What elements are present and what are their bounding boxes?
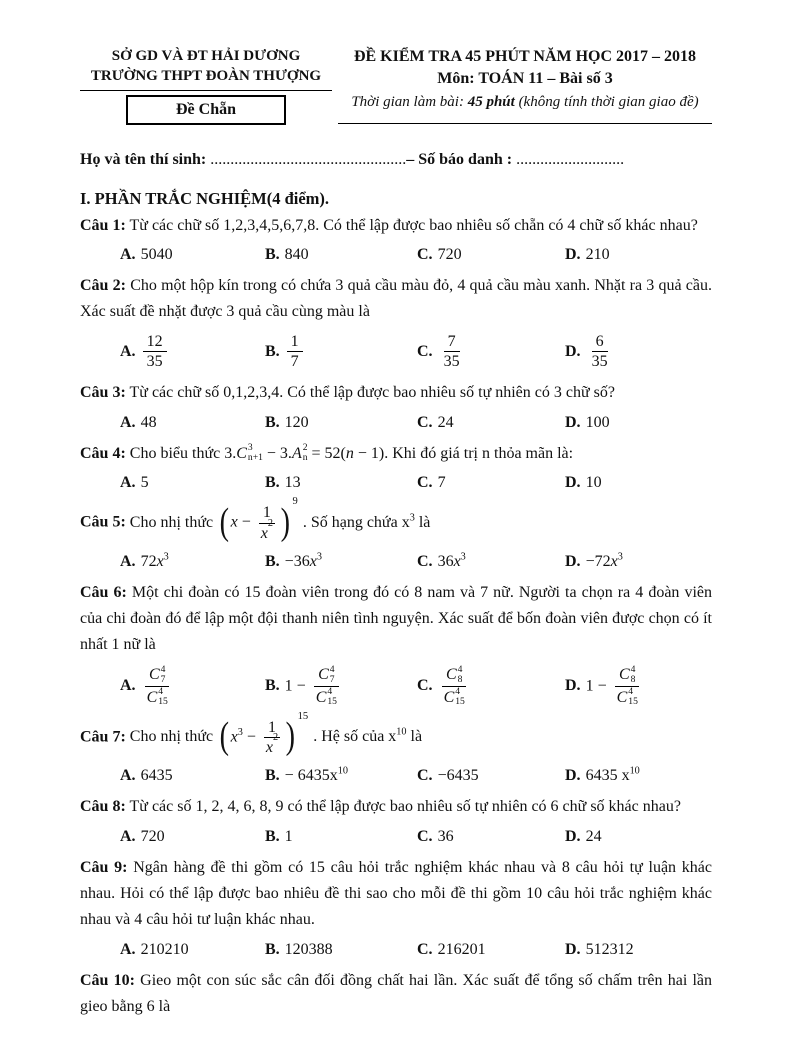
exam-header (80, 46, 712, 125)
fraction-denominator: 35 (146, 353, 163, 371)
math-fraction (588, 332, 612, 371)
combination-scripts (158, 687, 168, 708)
section-title: I. PHẦN TRẮC NGHIỆM(4 điểm). (80, 188, 330, 208)
combination-symbol: C (445, 666, 457, 684)
math-fraction (613, 665, 642, 708)
math-combination (147, 687, 168, 708)
option-label: D. (565, 940, 581, 958)
option-D (565, 663, 712, 710)
combination-superscript: 4 (455, 685, 461, 697)
candidate-name-dots: ................................................. (210, 150, 407, 168)
math-variable: x (230, 728, 238, 746)
math-variable: n (345, 444, 354, 462)
question (80, 794, 712, 849)
math-variable: x (156, 552, 164, 570)
math-combination (292, 441, 308, 467)
option-label: C. (417, 552, 433, 570)
combination-symbol: A (291, 444, 302, 462)
fraction-numerator (615, 665, 639, 687)
combination-symbol: C (318, 666, 329, 684)
fraction-numerator: 12 (143, 332, 167, 352)
question-number: Câu 6: (80, 583, 127, 601)
combination-superscript: 2 (302, 441, 308, 453)
option-value: 7 (437, 474, 446, 492)
option-label: D. (565, 767, 581, 785)
duration-label: Thời gian làm bài: (351, 93, 464, 110)
option-B (265, 411, 417, 435)
question-text: Ngân hàng đề thi gồm có 15 câu hỏi trắc nghiệm khác nhau và 8 câu hỏi tự luận khác nhau. Hỏi có thể lập được bao nhiêu đề thi sao cho mỗi đề thi gồm 10 câu hỏi trắc nghiệm khác nhau và 4 câu hỏi tư luận khác nhau. (80, 858, 712, 928)
option-value: 840 (284, 246, 309, 264)
option-label: C. (417, 246, 433, 264)
duration-note: (không tính thời gian giao đề) (518, 93, 699, 110)
option-B (265, 825, 417, 849)
fraction-numerator: 7 (444, 332, 460, 352)
option-B (265, 663, 417, 710)
combination-symbol: C (146, 688, 158, 706)
question-options (80, 764, 712, 788)
option-A (120, 938, 265, 962)
math-variable: x (260, 524, 268, 542)
combination-superscript: 4 (457, 663, 463, 675)
combination-scripts (631, 665, 636, 686)
math-parenthesized-expression (218, 496, 298, 544)
parenthesis-content: x − 1 x 2 (231, 501, 279, 544)
header-left-divider (80, 90, 332, 91)
option-C (417, 938, 565, 962)
option-label: D. (565, 677, 581, 695)
option-value: 1 − C 4 7 C 4 15 (285, 663, 343, 710)
option-value: $36x^3$ (437, 551, 466, 570)
math-superscript: 10 (629, 765, 640, 777)
question-number: Câu 5: (80, 513, 126, 531)
option-value: 720 (437, 246, 462, 264)
option-label: B. (265, 552, 280, 570)
option-value (438, 330, 466, 373)
math-combination (617, 687, 638, 708)
fraction-numerator: 1 (259, 503, 275, 523)
option-B (265, 938, 417, 962)
header-right-column (338, 46, 712, 124)
option-C (417, 471, 565, 495)
math-superscript: 3 (409, 512, 415, 524)
left-parenthesis-glyph: ( (219, 716, 230, 758)
option-C (417, 825, 565, 849)
math-combination (316, 687, 337, 708)
combination-subscript: 15 (628, 696, 638, 708)
question-text: Gieo một con súc sắc cân đối đồng chất hai lần. Xác suất để tổng số chấm trên hai lần gieo bằng 6 là (80, 971, 713, 1015)
duration-value: 45 phút (467, 93, 515, 110)
question-options (80, 825, 712, 849)
department-name: SỞ GD VÀ ĐT HẢI DƯƠNG (111, 48, 301, 64)
math-combination (619, 665, 635, 686)
option-label: A. (120, 677, 136, 695)
option-value (141, 663, 174, 710)
option-value: 10 (585, 474, 602, 492)
option-label: C. (417, 474, 433, 492)
combination-superscript: 4 (628, 685, 634, 697)
question-options (80, 938, 712, 962)
option-label: A. (120, 474, 136, 492)
question (80, 496, 712, 573)
question-number: Câu 9: (80, 858, 128, 876)
option-label: A. (120, 246, 136, 264)
option-label: D. (565, 342, 581, 360)
option-A (120, 243, 265, 267)
option-value: 36 (437, 827, 454, 845)
parenthesis-content: $x^3$ − 1 x 2 (231, 716, 285, 759)
question-text: Cho nhị thức ( x − 1 x 2 ) $^9$ . Số hạng chứa $x^3$ là (125, 496, 431, 544)
option-label: C. (417, 827, 433, 845)
question (80, 710, 712, 788)
question-statement (80, 794, 712, 820)
combination-superscript: 4 (327, 685, 333, 697)
combination-scripts (455, 687, 465, 708)
math-variable: x (309, 552, 317, 570)
combination-subscript: n (302, 452, 308, 464)
option-B (265, 764, 417, 788)
option-A (120, 825, 265, 849)
option-label: B. (265, 940, 280, 958)
question-options (80, 550, 712, 574)
school-name: TRƯỜNG THPT ĐOÀN THƯỢNG (90, 68, 322, 85)
option-A (120, 471, 265, 495)
option-D (565, 764, 712, 788)
option-value: $-36x^3$ (284, 551, 322, 570)
combination-scripts (458, 665, 463, 686)
math-variable: x (265, 738, 274, 756)
option-label: B. (265, 827, 280, 845)
fraction-denominator (613, 687, 642, 708)
option-D (565, 471, 712, 495)
option-label: A. (120, 940, 136, 958)
question-statement (80, 855, 712, 933)
fraction-denominator: 7 (290, 353, 299, 371)
option-label: D. (565, 827, 581, 845)
question-text: Từ các chữ số 1,2,3,4,5,6,7,8. Có thể lập được bao nhiêu số chẵn có 4 chữ số khác nhau? (125, 216, 698, 234)
math-superscript: 3 (316, 551, 322, 563)
question (80, 273, 712, 373)
math-combination (149, 665, 165, 686)
math-fraction (143, 665, 172, 708)
expression-exponent: 15 (297, 710, 309, 722)
fraction-denominator: x 2 (260, 517, 274, 542)
question (80, 380, 712, 435)
option-label: D. (565, 552, 581, 570)
option-label: B. (265, 474, 280, 492)
math-variable: x (453, 552, 461, 570)
fraction-denominator: x 2 (265, 731, 279, 756)
combination-subscript: 15 (158, 696, 168, 708)
option-value: 512312 (585, 940, 634, 958)
math-superscript: 10 (396, 726, 407, 738)
candidate-number-label: – Số báo danh : (406, 150, 513, 168)
question-statement (80, 213, 712, 239)
option-value: 1 − C 4 8 C 4 15 (586, 663, 644, 710)
question-text: Từ các chữ số 0,1,2,3,4. Có thể lập được bao nhiêu số tự nhiên có 3 chữ số? (125, 383, 615, 401)
math-variable: x (230, 513, 238, 531)
option-value: $-72x^3$ (585, 551, 623, 570)
question (80, 441, 712, 496)
option-C (417, 330, 565, 373)
option-C (417, 411, 565, 435)
header-left-column (80, 46, 332, 125)
math-superscript: 3 (460, 551, 466, 563)
option-value: 6435 $x^{10}$ (585, 765, 640, 785)
question-list (80, 213, 712, 1020)
fraction-denominator: 35 (591, 353, 608, 371)
option-A (120, 330, 265, 373)
question (80, 213, 712, 268)
option-D (565, 330, 712, 373)
combination-symbol: C (236, 444, 247, 462)
combination-subscript: 7 (160, 674, 166, 686)
question-statement (80, 441, 712, 467)
option-value: 210210 (140, 940, 189, 958)
math-superscript: 3 (617, 551, 623, 563)
right-parenthesis-glyph: ) (285, 716, 296, 758)
math-fraction (440, 332, 464, 371)
question-statement (80, 968, 712, 1020)
option-label: B. (265, 413, 280, 431)
option-B (265, 471, 417, 495)
question (80, 968, 712, 1020)
question-number: Câu 3: (80, 383, 126, 401)
fraction-numerator (145, 665, 169, 687)
candidate-number-dots: ........................... (516, 150, 625, 168)
question-text: Một chi đoàn có 15 đoàn viên trong đó có 8 nam và 7 nữ. Người ta chọn ra 4 đoàn viên của chi đoàn đó để lập một đội thanh niên tình nguyện. Xác suất để bốn đoàn viên được chọn có ít nhất 1 nữ là (80, 583, 713, 653)
exam-variant-box: Đề Chẵn (126, 95, 286, 125)
option-value (141, 330, 169, 373)
question-statement (80, 710, 712, 759)
option-value (586, 330, 614, 373)
option-value: 720 (140, 827, 165, 845)
option-value (438, 663, 471, 710)
combination-superscript: 4 (630, 663, 636, 675)
option-value: −6435 (437, 767, 479, 785)
option-value: 24 (437, 413, 454, 431)
question-text: Cho một hộp kín trong có chứa 3 quả cầu màu đỏ, 4 quả cầu màu xanh. Nhặt ra 3 quả cầu. Xác suất đề nhặt được 3 quả cầu cùng màu là (80, 277, 713, 321)
combination-subscript: 8 (457, 674, 463, 686)
math-combination (236, 441, 263, 467)
exam-subject: Môn: TOÁN 11 – Bài số 3 (437, 70, 613, 88)
question-statement (80, 273, 712, 325)
question-statement (80, 380, 712, 406)
option-value: 210 (585, 246, 610, 264)
combination-scripts (628, 687, 638, 708)
math-variable: x (610, 552, 618, 570)
option-value: 5040 (140, 246, 173, 264)
option-D (565, 550, 712, 574)
option-A (120, 764, 265, 788)
question-statement (80, 496, 712, 544)
option-label: D. (565, 474, 581, 492)
combination-subscript: 7 (329, 674, 335, 686)
option-label: A. (120, 767, 136, 785)
math-superscript: 3 (237, 726, 243, 738)
option-A (120, 663, 265, 710)
math-fraction (440, 665, 469, 708)
question (80, 580, 712, 710)
math-parenthesized-expression (218, 710, 309, 759)
question-number: Câu 10: (80, 971, 135, 989)
option-C (417, 764, 565, 788)
math-combination (318, 665, 334, 686)
question-options (80, 471, 712, 495)
fraction-denominator (143, 687, 172, 708)
candidate-info-line (80, 151, 712, 169)
fraction-numerator (314, 665, 338, 687)
combination-subscript: n+1 (247, 452, 263, 464)
math-combination (444, 687, 465, 708)
option-D (565, 825, 712, 849)
option-value: 24 (585, 827, 602, 845)
fraction-numerator: 6 (592, 332, 608, 352)
option-B (265, 243, 417, 267)
option-C (417, 243, 565, 267)
math-fraction (262, 718, 282, 757)
math-combination (446, 665, 462, 686)
fraction-numerator: 1 (287, 332, 303, 352)
question-number: Câu 4: (80, 444, 126, 462)
option-label: C. (417, 677, 433, 695)
combination-subscript: 15 (327, 696, 337, 708)
option-C (417, 663, 565, 710)
combination-subscript: 15 (455, 696, 465, 708)
fraction-denominator (440, 687, 469, 708)
option-value: 13 (284, 474, 301, 492)
option-A (120, 550, 265, 574)
combination-scripts (303, 443, 308, 464)
question-options (80, 663, 712, 710)
math-fraction (287, 332, 303, 371)
math-superscript: 3 (163, 551, 169, 563)
combination-subscript: 8 (630, 674, 636, 686)
math-superscript: 10 (337, 765, 348, 777)
question-options (80, 243, 712, 267)
question-text: Cho biểu thức 3. C 3 n+1 − 3. A 2 n = 52(n − 1). Khi đó giá trị n thỏa mãn là: (126, 445, 573, 462)
question-number: Câu 1: (80, 216, 126, 234)
question-number: Câu 2: (80, 277, 126, 295)
question-statement (80, 580, 712, 658)
option-D (565, 243, 712, 267)
option-label: D. (565, 413, 581, 431)
combination-superscript: 4 (158, 685, 164, 697)
combination-scripts (330, 665, 335, 686)
fraction-numerator (442, 665, 466, 687)
math-fraction (312, 665, 341, 708)
question (80, 855, 712, 962)
option-value: 6435 (140, 767, 173, 785)
option-label: D. (565, 246, 581, 264)
question-options (80, 330, 712, 373)
right-parenthesis-glyph: ) (280, 502, 290, 544)
option-label: B. (265, 246, 280, 264)
option-D (565, 411, 712, 435)
combination-symbol: C (618, 666, 630, 684)
combination-symbol: C (315, 688, 327, 706)
fraction-denominator: 35 (443, 353, 460, 371)
combination-superscript: 3 (247, 441, 253, 453)
option-label: B. (265, 767, 280, 785)
math-fraction (143, 332, 167, 371)
option-label: C. (417, 940, 433, 958)
option-label: A. (120, 342, 136, 360)
combination-scripts (327, 687, 337, 708)
combination-scripts (161, 665, 166, 686)
option-label: C. (417, 413, 433, 431)
option-A (120, 411, 265, 435)
option-label: C. (417, 767, 433, 785)
option-value: 120388 (284, 940, 333, 958)
option-label: A. (120, 413, 136, 431)
option-B (265, 330, 417, 373)
option-B (265, 550, 417, 574)
option-value: 5 (140, 474, 149, 492)
option-label: C. (417, 342, 433, 360)
option-value: 120 (284, 413, 309, 431)
combination-symbol: C (443, 688, 455, 706)
option-C (417, 550, 565, 574)
option-value: 1 (284, 827, 293, 845)
option-value: $72x^3$ (140, 551, 169, 570)
option-value: 48 (140, 413, 157, 431)
combination-symbol: C (616, 688, 628, 706)
option-D (565, 938, 712, 962)
combination-scripts (248, 443, 263, 464)
math-fraction (257, 503, 277, 542)
exam-duration-line (338, 91, 712, 114)
combination-superscript: 4 (329, 663, 335, 675)
combination-superscript: 4 (160, 663, 166, 675)
expression-exponent: 9 (292, 496, 298, 508)
option-label: B. (265, 677, 280, 695)
question-number: Câu 7: (80, 728, 126, 746)
fraction-denominator (312, 687, 341, 708)
question-options (80, 411, 712, 435)
option-label: A. (120, 552, 136, 570)
option-value (285, 330, 305, 373)
question-text: Từ các số 1, 2, 4, 6, 8, 9 có thể lập được bao nhiêu số tự nhiên có 6 chữ số khác nhau? (125, 798, 681, 816)
combination-symbol: C (148, 666, 160, 684)
question-text: Cho nhị thức ( $x^3$ − 1 x 2 ) $^{15}$ . Hệ số của $x^{10}$ là (125, 710, 423, 758)
fraction-numerator: 1 (264, 718, 280, 738)
option-value: − $6435x^{10}$ (284, 765, 348, 785)
candidate-name-label: Họ và tên thí sinh: (80, 150, 207, 168)
question-number: Câu 8: (80, 798, 126, 816)
exam-title: ĐỀ KIỂM TRA 45 PHÚT NĂM HỌC 2017 – 2018 (353, 48, 697, 65)
option-value: 216201 (437, 940, 486, 958)
option-label: A. (120, 827, 136, 845)
option-value: 100 (585, 413, 610, 431)
left-parenthesis-glyph: ( (219, 502, 230, 544)
option-label: B. (265, 342, 280, 360)
